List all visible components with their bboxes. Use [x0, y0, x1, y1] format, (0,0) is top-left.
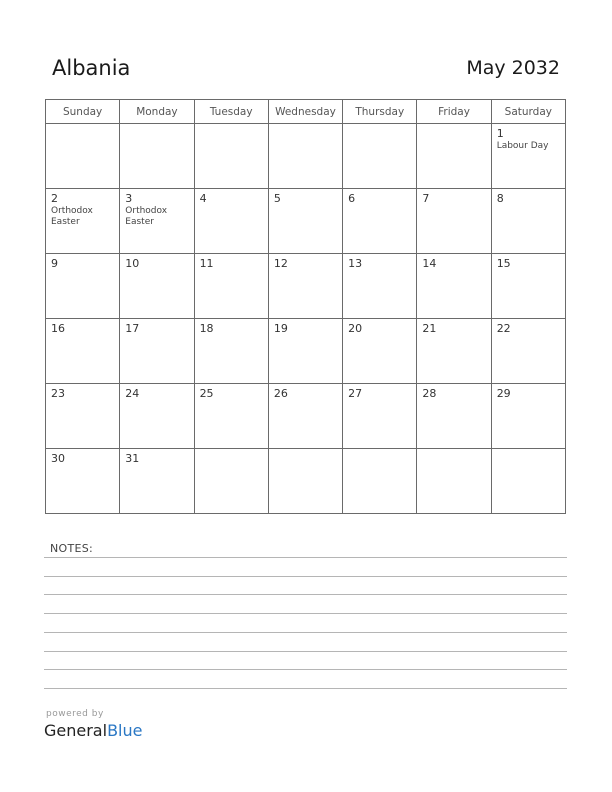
- day-cell[interactable]: [120, 124, 194, 189]
- day-number: 8: [496, 192, 504, 205]
- day-cell[interactable]: [268, 124, 342, 189]
- day-cell[interactable]: [268, 189, 342, 254]
- note-line: [44, 632, 567, 633]
- brand-blue: Blue: [107, 721, 143, 740]
- day-cell[interactable]: [120, 449, 194, 514]
- day-cell[interactable]: [46, 254, 120, 319]
- weekday-tuesday: Tuesday: [194, 100, 268, 124]
- note-line: [44, 557, 567, 558]
- day-number: [120, 124, 193, 127]
- day-cell[interactable]: [417, 449, 491, 514]
- day-number: 20: [348, 322, 363, 335]
- note-line: [44, 594, 567, 595]
- holiday-label: Orthodox Easter: [125, 206, 168, 227]
- day-number: 12: [273, 257, 288, 270]
- day-cell[interactable]: [343, 319, 417, 384]
- day-cell[interactable]: [343, 124, 417, 189]
- day-number: 27: [348, 387, 363, 400]
- day-cell[interactable]: [194, 449, 268, 514]
- day-number: [269, 124, 342, 127]
- week-row: [46, 124, 566, 189]
- day-cell[interactable]: [491, 254, 565, 319]
- day-cell[interactable]: [417, 124, 491, 189]
- day-number: 24: [125, 387, 140, 400]
- holiday-label: Orthodox Easter: [51, 206, 93, 227]
- holiday-label: Labour Day: [496, 141, 549, 151]
- day-number: 26: [273, 387, 288, 400]
- day-number: [195, 449, 268, 452]
- day-number: 31: [125, 452, 140, 465]
- day-cell[interactable]: [120, 254, 194, 319]
- day-number: 23: [51, 387, 65, 400]
- day-cell[interactable]: [120, 189, 194, 254]
- week-row: [46, 254, 566, 319]
- day-number: 10: [125, 257, 140, 270]
- day-cell[interactable]: [417, 384, 491, 449]
- day-cell[interactable]: [120, 384, 194, 449]
- powered-by-text: powered by: [46, 709, 104, 719]
- note-line: [44, 613, 567, 614]
- day-number: 2: [51, 192, 58, 205]
- day-number: 25: [199, 387, 214, 400]
- day-number: [417, 124, 490, 127]
- week-row: [46, 449, 566, 514]
- brand-general: General: [44, 721, 108, 740]
- day-cell[interactable]: [46, 449, 120, 514]
- day-cell[interactable]: [194, 124, 268, 189]
- day-number: [269, 449, 342, 452]
- day-cell[interactable]: [417, 189, 491, 254]
- day-number: 5: [273, 192, 281, 205]
- country-title: Albania: [52, 56, 131, 80]
- day-number: 19: [273, 322, 288, 335]
- day-number: [343, 124, 416, 127]
- notes-label: NOTES:: [50, 542, 94, 555]
- day-cell[interactable]: [491, 189, 565, 254]
- weekday-sunday: Sunday: [46, 100, 120, 124]
- day-number: 17: [125, 322, 140, 335]
- day-number: 28: [422, 387, 437, 400]
- day-cell[interactable]: [46, 319, 120, 384]
- week-row: [46, 319, 566, 384]
- day-cell[interactable]: [417, 319, 491, 384]
- day-cell[interactable]: [268, 384, 342, 449]
- note-line: [44, 576, 567, 577]
- day-cell[interactable]: [491, 124, 565, 189]
- day-number: 7: [422, 192, 430, 205]
- day-cell[interactable]: [46, 124, 120, 189]
- day-cell[interactable]: [491, 449, 565, 514]
- day-cell[interactable]: [417, 254, 491, 319]
- day-number: 14: [422, 257, 437, 270]
- day-number: 4: [199, 192, 207, 205]
- day-number: [417, 449, 490, 452]
- day-number: 11: [199, 257, 214, 270]
- day-number: 15: [496, 257, 511, 270]
- day-cell[interactable]: [268, 254, 342, 319]
- day-number: 3: [125, 192, 133, 205]
- day-cell[interactable]: [343, 449, 417, 514]
- note-line: [44, 669, 567, 670]
- brand-logo[interactable]: [44, 721, 142, 740]
- weekday-friday: Friday: [417, 100, 491, 124]
- day-number: [343, 449, 416, 452]
- day-number: 30: [51, 452, 65, 465]
- day-number: 16: [51, 322, 65, 335]
- note-line: [44, 651, 567, 652]
- day-number: 21: [422, 322, 437, 335]
- day-cell[interactable]: [491, 384, 565, 449]
- day-number: 18: [199, 322, 214, 335]
- day-cell[interactable]: [194, 189, 268, 254]
- weekday-saturday: Saturday: [491, 100, 565, 124]
- day-cell[interactable]: [194, 319, 268, 384]
- day-number: 29: [496, 387, 511, 400]
- day-number: 6: [348, 192, 356, 205]
- day-number: 1: [496, 127, 504, 140]
- day-number: [46, 124, 119, 127]
- note-line: [44, 688, 567, 689]
- week-row: [46, 189, 566, 254]
- month-year-title: May 2032: [466, 57, 560, 79]
- day-cell[interactable]: [268, 319, 342, 384]
- day-number: 13: [348, 257, 363, 270]
- day-cell[interactable]: [46, 189, 120, 254]
- day-cell[interactable]: [268, 449, 342, 514]
- day-number: [195, 124, 268, 127]
- day-cell[interactable]: [194, 384, 268, 449]
- weekday-thursday: Thursday: [343, 100, 417, 124]
- day-number: [492, 449, 565, 452]
- weekday-header-row: [46, 100, 566, 124]
- calendar-grid: [45, 99, 566, 514]
- weekday-wednesday: Wednesday: [268, 100, 342, 124]
- week-row: [46, 384, 566, 449]
- day-number: 22: [496, 322, 511, 335]
- day-cell[interactable]: [343, 384, 417, 449]
- day-cell[interactable]: [343, 254, 417, 319]
- day-cell[interactable]: [491, 319, 565, 384]
- day-cell[interactable]: [194, 254, 268, 319]
- weekday-monday: Monday: [120, 100, 194, 124]
- day-cell[interactable]: [120, 319, 194, 384]
- day-number: 9: [51, 257, 58, 270]
- day-cell[interactable]: [46, 384, 120, 449]
- day-cell[interactable]: [343, 189, 417, 254]
